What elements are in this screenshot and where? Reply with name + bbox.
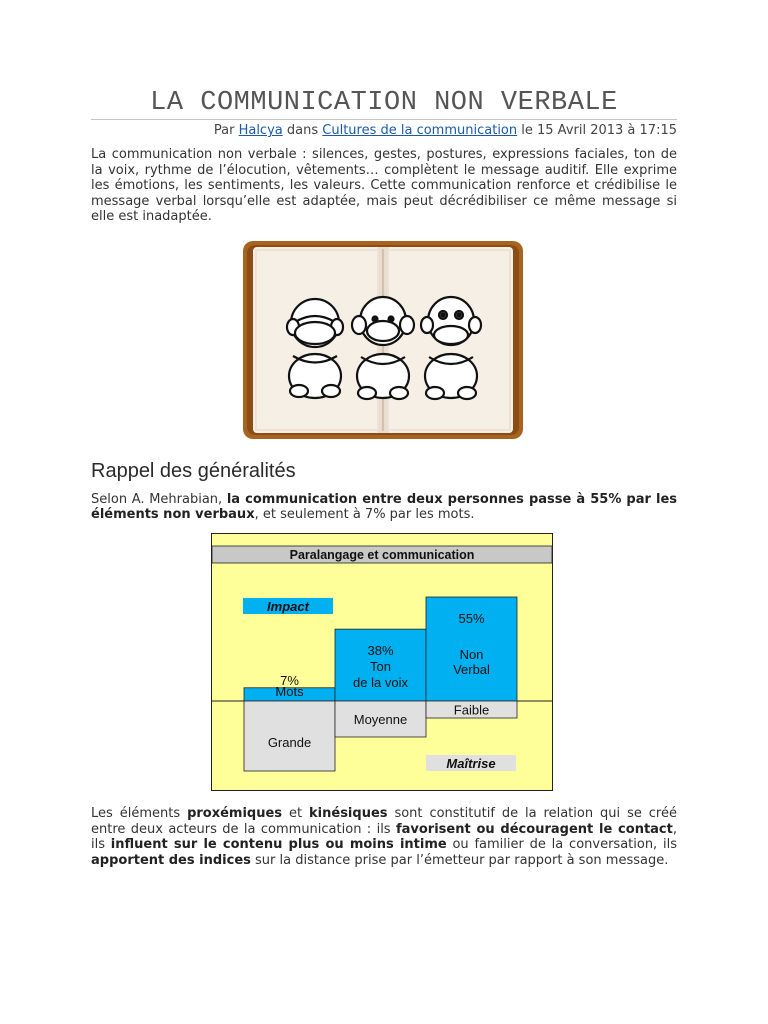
- impact-pct-label-2: 55%: [458, 611, 485, 626]
- maitrise-level-label-1: Moyenne: [353, 712, 408, 727]
- byline-in: dans: [286, 123, 319, 138]
- impact-name1-label-2: Non: [459, 647, 484, 662]
- article: [91, 88, 677, 523]
- closing-bold-4: influent sur le contenu plus ou moins intime: [110, 837, 447, 852]
- impact-pct-label-1: 38%: [367, 643, 394, 659]
- page-title: LA COMMUNICATION NON VERBALE: [150, 88, 618, 118]
- closing-bold-5: apportent des indices: [91, 852, 251, 868]
- intro-paragraph: La communication non verbale : silences, gestes, postures, expressions faciales, ton de la voix, rythme de l’élocution, vêtements… complètent le message auditif. Elle exprime les émotions, les sentiments, les valeurs. Cette communication renforce et crédibilise le message verbal lorsqu’elle est adaptée, mais peut décrédibiliser ce même message si elle est inadaptée.: [91, 147, 677, 224]
- closing-text-3: sont constitutif de la relation qui se créé entre deux acteurs de la communication : ils: [91, 806, 677, 837]
- open-book-illustration: [243, 241, 523, 441]
- closing-bold-1: proxémiques: [187, 806, 283, 821]
- mehrabian-paragraph: [91, 492, 677, 523]
- title-divider: [91, 119, 677, 120]
- monkeys-book-image: [243, 241, 523, 441]
- author-link[interactable]: Halcya: [238, 123, 283, 138]
- closing-text-4: , ils: [91, 821, 677, 852]
- byline: [91, 122, 677, 139]
- closing-section: [91, 806, 677, 868]
- maitrise-level-label-0: Grande: [267, 735, 312, 750]
- closing-bold-3: favorisent ou découragent le contact: [395, 821, 673, 837]
- paralangage-chart: [211, 533, 553, 791]
- maitrise-label: Maîtrise: [446, 756, 496, 771]
- maitrise-level-label-2: Faible: [453, 702, 490, 718]
- closing-text-6: sur la distance prise par l’émetteur par rapport à son message.: [250, 852, 669, 868]
- mehrabian-bold: la communication entre deux personnes passe à 55% par les éléments non verbaux: [91, 491, 678, 522]
- impact-pct-label-0: 7%: [280, 672, 299, 688]
- impact-name2-label-1: de la voix: [353, 675, 408, 691]
- mehrabian-text-2: , et seulement à 7% par les mots.: [254, 507, 475, 522]
- closing-paragraph: [91, 806, 677, 868]
- impact-name1-label-1: Ton: [370, 659, 391, 675]
- impact-name-label-0: Mots: [275, 684, 304, 699]
- closing-bold-2: kinésiques: [309, 806, 388, 821]
- closing-text-2: et: [282, 806, 310, 821]
- section-heading: Rappel des généralités: [91, 459, 296, 482]
- byline-date: le 15 Avril 2013 à 17:15: [521, 123, 677, 138]
- impact-name2-label-2: Verbal: [453, 662, 490, 677]
- closing-text-1: Les éléments: [91, 806, 188, 821]
- chart-title: Paralangage et communication: [289, 548, 475, 562]
- closing-text-5: ou familier de la conversation, ils: [446, 837, 677, 852]
- category-link[interactable]: Cultures de la communication: [322, 123, 518, 138]
- chart-svg: [211, 533, 553, 791]
- byline-prefix: Par: [213, 123, 235, 138]
- impact-label: Impact: [267, 599, 309, 614]
- mehrabian-text-1: Selon A. Mehrabian,: [91, 491, 227, 507]
